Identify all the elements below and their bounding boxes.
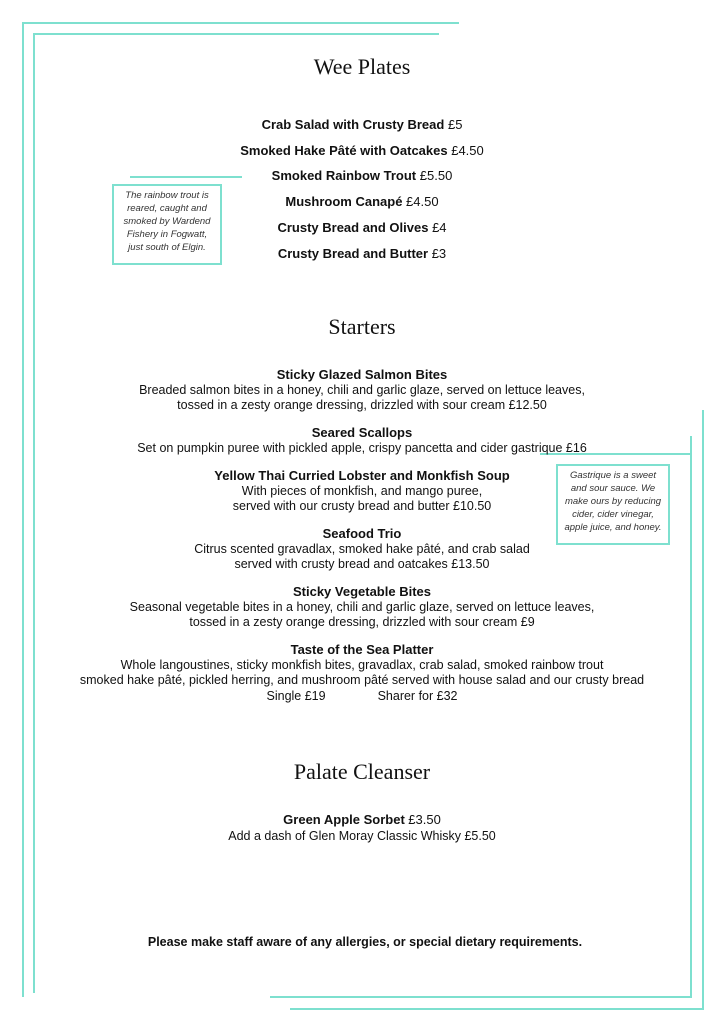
platter-sharer-price: Sharer for £32 <box>377 688 458 703</box>
item-price: £4.50 <box>406 194 439 209</box>
menu-item <box>0 584 724 631</box>
item-name: Yellow Thai Curried Lobster and Monkfish Soup <box>214 468 510 483</box>
item-description: served with crusty bread and oatcakes £13.50 <box>234 557 490 571</box>
menu-item <box>0 246 724 262</box>
menu-item <box>0 425 724 456</box>
palate-cleanser-title: Palate Cleanser <box>293 759 431 784</box>
platter-single-price: Single £19 <box>266 688 326 703</box>
menu-item <box>0 143 724 159</box>
frame-line-bottom-inner <box>270 996 692 998</box>
item-description: Breaded salmon bites in a honey, chili and garlic glaze, served on lettuce leaves, <box>139 382 585 397</box>
item-name: Sticky Vegetable Bites <box>292 584 431 599</box>
note-line: Gastrique is a sweet <box>569 470 657 481</box>
menu-item <box>0 812 724 844</box>
note-line: The rainbow trout is <box>125 190 209 201</box>
item-description: Citrus scented gravadlax, smoked hake pâté, and crab salad <box>194 541 530 556</box>
item-price: £3.50 <box>408 812 441 827</box>
item-price: £3 <box>431 246 447 261</box>
item-name: Crusty Bread and Butter <box>277 246 429 261</box>
item-description: Set on pumpkin puree with pickled apple, crispy pancetta and cider gastrique £16 <box>137 440 587 455</box>
menu-item <box>0 642 724 704</box>
item-description: With pieces of monkfish, and mango puree, <box>241 483 483 498</box>
item-name: Smoked Hake Pâté with Oatcakes <box>240 143 448 158</box>
note-line: reared, caught and <box>127 203 207 214</box>
frame-line-bottom-outer <box>290 1008 704 1010</box>
note-line: smoked by Wardend <box>123 216 211 227</box>
menu-item <box>0 220 724 236</box>
note-line: Fishery in Fogwatt, <box>126 229 208 240</box>
wee-plates-title: Wee Plates <box>313 54 411 79</box>
menu-item <box>0 117 724 133</box>
item-description: tossed in a zesty orange dressing, drizzled with sour cream £12.50 <box>177 398 547 412</box>
note-line: cider, cider vinegar, <box>572 509 654 520</box>
item-name: Green Apple Sorbet <box>283 812 405 827</box>
frame-line-top-outer <box>22 22 459 24</box>
item-price: £5 <box>447 117 463 132</box>
note-line: make ours by reducing <box>564 496 662 507</box>
item-addon: Add a dash of Glen Moray Classic Whisky £5.50 <box>228 828 496 843</box>
item-description: smoked hake pâté, pickled herring, and mushroom pâté served with house salad and our crusty bread <box>79 673 645 687</box>
item-description: served with our crusty bread and butter £10.50 <box>232 499 492 513</box>
note-line: apple juice, and honey. <box>564 522 662 533</box>
menu-item <box>0 168 724 184</box>
item-price: £4 <box>432 220 447 235</box>
item-description: tossed in a zesty orange dressing, drizzled with sour cream £9 <box>189 615 535 629</box>
item-description: Whole langoustines, sticky monkfish bites, gravadlax, crab salad, smoked rainbow trout <box>120 657 604 672</box>
platter-prices <box>0 689 724 705</box>
item-name: Crab Salad with Crusty Bread <box>261 117 445 132</box>
note-line: just south of Elgin. <box>128 242 206 253</box>
trout-note-box <box>112 184 222 265</box>
item-name: Seared Scallops <box>311 425 413 440</box>
gastrique-note-box <box>556 464 670 545</box>
item-name: Smoked Rainbow Trout <box>271 168 417 183</box>
starters-title: Starters <box>328 314 396 339</box>
item-name: Taste of the Sea Platter <box>290 642 434 657</box>
note-line: and sour sauce. We <box>570 483 656 494</box>
sorbet-line <box>0 812 724 829</box>
menu-item <box>0 367 724 414</box>
item-name: Seafood Trio <box>322 526 402 541</box>
frame-line-top-inner <box>33 33 439 35</box>
allergy-notice: Please make staff aware of any allergies, or special dietary requirements. <box>147 935 583 949</box>
frame-line-right-inner <box>690 436 692 998</box>
menu-item <box>0 194 724 210</box>
item-name: Crusty Bread and Olives <box>277 220 429 235</box>
item-price: £5.50 <box>419 168 453 183</box>
item-description: Seasonal vegetable bites in a honey, chili and garlic glaze, served on lettuce leaves, <box>129 599 595 614</box>
item-price: £4.50 <box>451 143 484 158</box>
item-name: Sticky Glazed Salmon Bites <box>276 367 448 382</box>
item-name: Mushroom Canapé <box>285 194 403 209</box>
